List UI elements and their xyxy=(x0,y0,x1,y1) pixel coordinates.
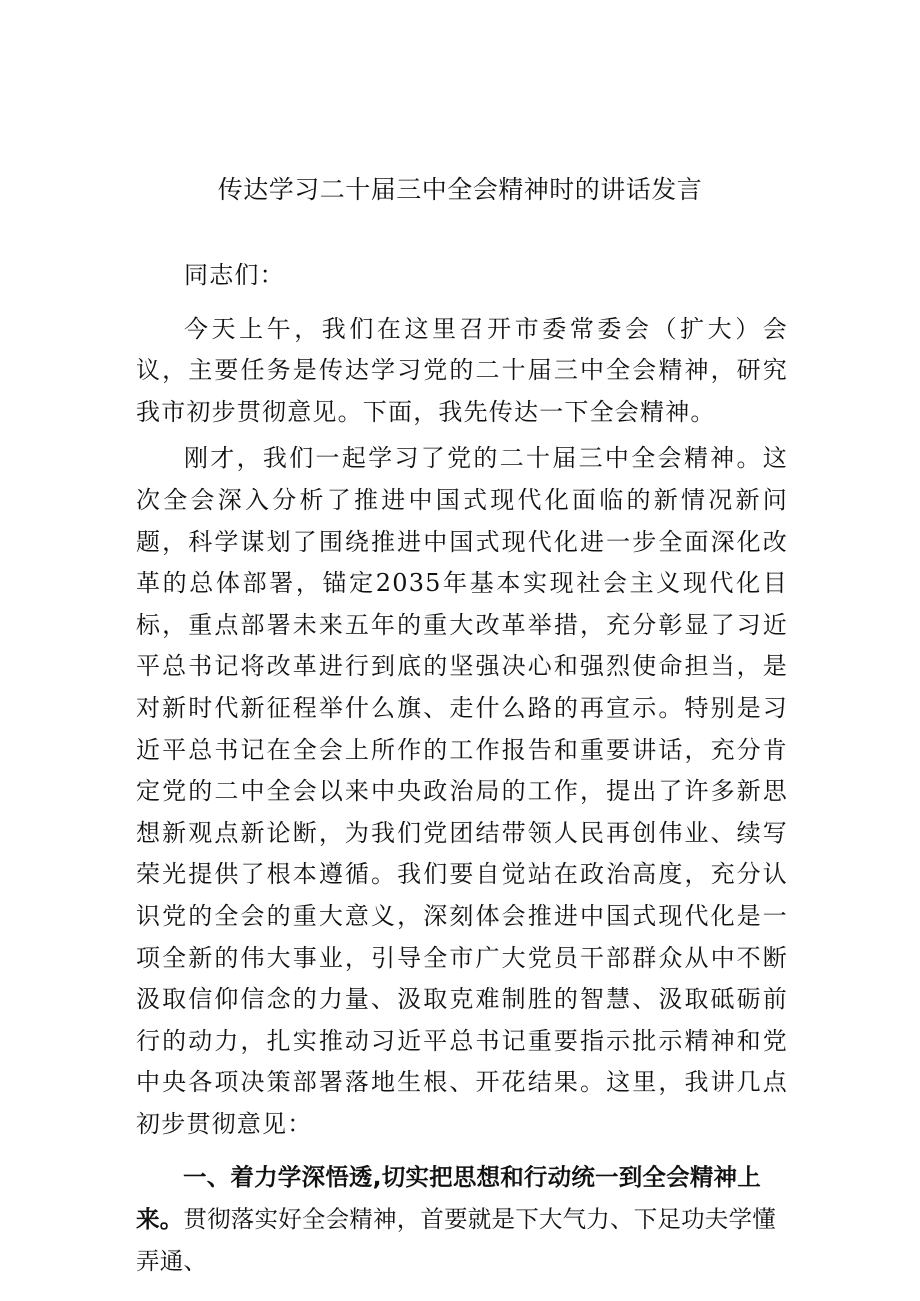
document-title: 传达学习二十届三中全会精神时的讲话发言 xyxy=(217,175,703,204)
paragraph-main: 刚才，我们一起学习了党的二十届三中全会精神。这次全会深入分析了推进中国式现代化面临的新情况新问题，科学谋划了围绕推进中国式现代化进一步全面深化改革的总体部署，锚定2035年基本实现社会主义现代化目标，重点部署未来五年的重大改革举措，充分彰显了习近平总书记将改革进行到底的坚强决心和强烈使命担当，是对新时代新征程举什么旗、走什么路的再宣示。特别是习近平总书记在全会上所作的工作报告和重要讲话，充分肯定党的二中全会以来中央政治局的工作，提出了许多新思想新观点新论断，为我们党团结带领人民再创伟业、续写荣光提供了根本遵循。我们要自觉站在政治高度，充分认识党的全会的重大意义，深刻体会推进中国式现代化是一项全新的伟大事业，引导全市广大党员干部群众从中不断汲取信仰信念的力量、汲取克难制胜的智慧、汲取砥砺前行的动力，扎实推动习近平总书记重要指示批示精神和党中央各项决策部署落地生根、开花结果。这里，我讲几点初步贯彻意见： xyxy=(136,444,788,1138)
salutation: 同志们： xyxy=(184,261,285,289)
section-text: 贯彻落实好全会精神，首要就是下大气力、下足功夫学懂弄通、 xyxy=(136,1205,776,1275)
document-body xyxy=(136,255,788,1282)
section-heading: 一、着力学深悟透,切实把思想和行动统一到全会精神上来。 xyxy=(136,1163,761,1234)
section-heading-paragraph xyxy=(136,1157,788,1282)
paragraph-intro: 今天上午，我们在这里召开市委常委会（扩大）会议，主要任务是传达学习党的二十届三中全会精神，研究我市初步贯彻意见。下面，我先传达一下全会精神。 xyxy=(136,314,788,426)
